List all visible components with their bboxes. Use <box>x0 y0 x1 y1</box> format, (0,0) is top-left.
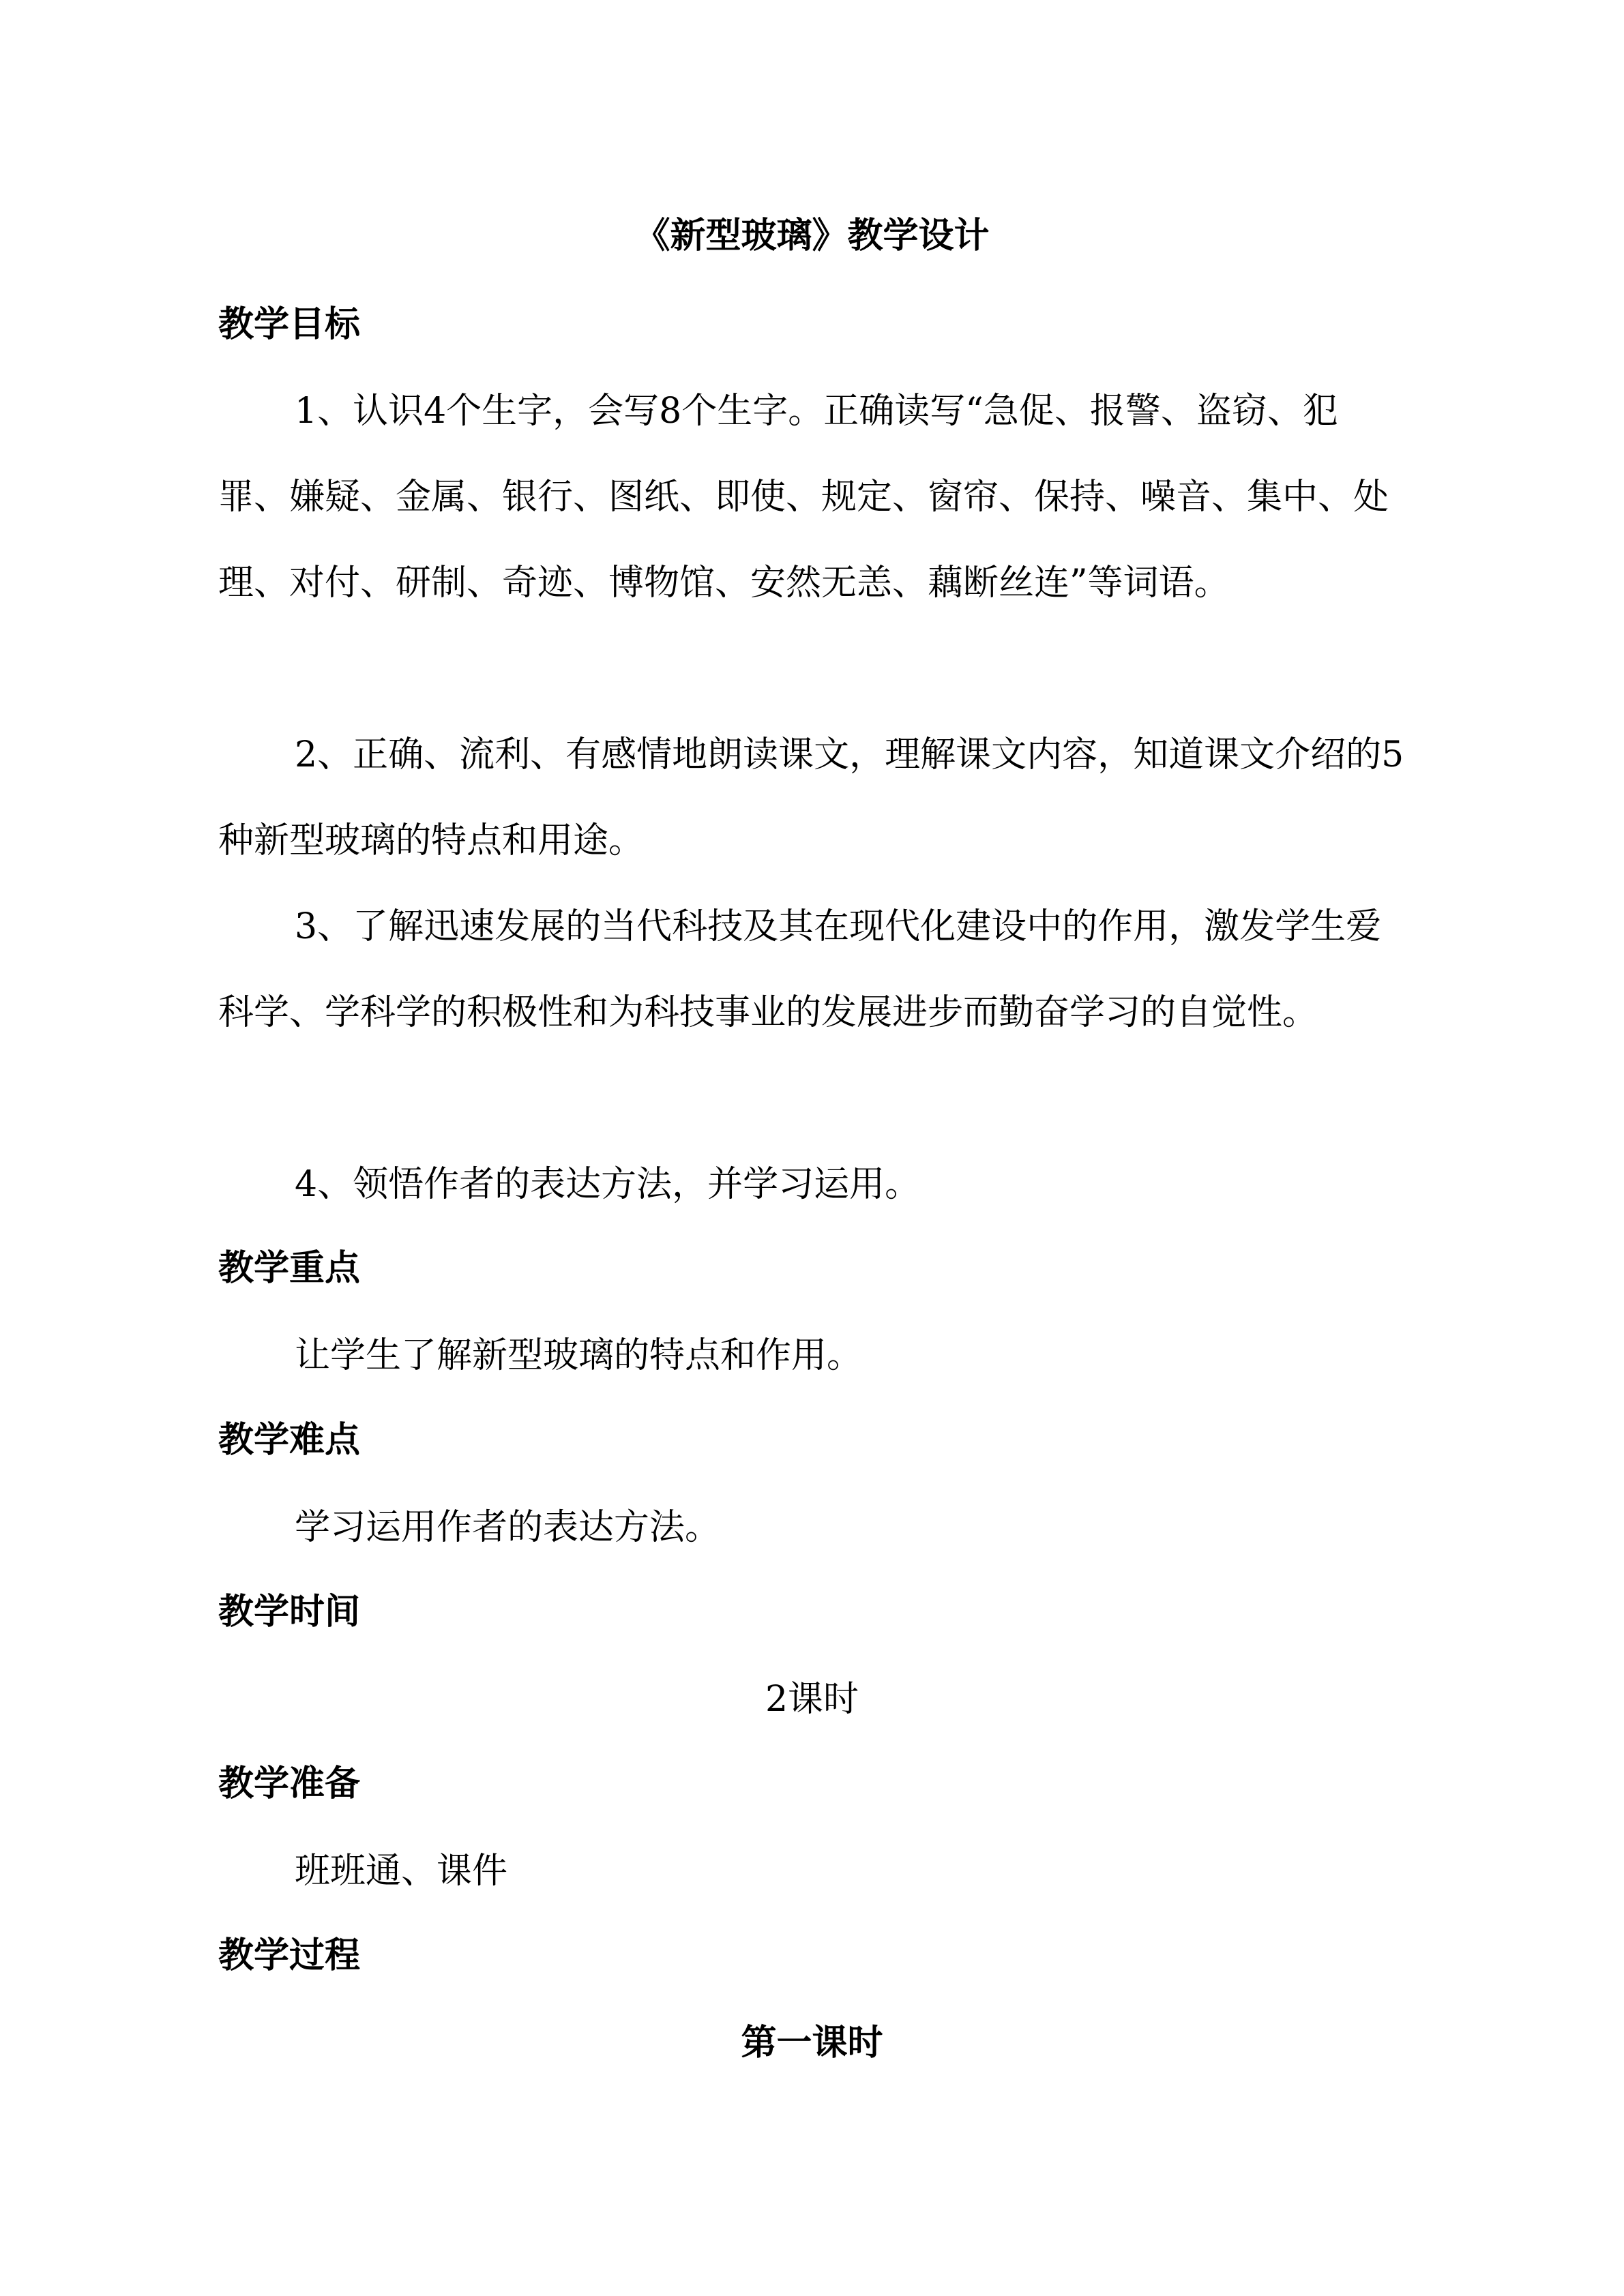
time-heading: 教学时间 <box>218 1591 361 1632</box>
key-points-text: 让学生了解新型玻璃的特点和作用。 <box>295 1335 863 1376</box>
first-lesson-heading: 第一课时 <box>741 2022 883 2063</box>
difficulties-heading: 教学难点 <box>218 1419 361 1461</box>
objective-3: 3、了解迅速发展的当代科技及其在现代化建设中的作用，激发学生爱科学、学科学的积极性和为科技事业的发展进步而勤奋学习的自觉性。 <box>218 906 1382 1033</box>
key-points-heading: 教学重点 <box>218 1247 361 1289</box>
difficulties-text: 学习运用作者的表达方法。 <box>295 1507 721 1548</box>
prep-heading: 教学准备 <box>218 1763 361 1804</box>
objective-4: 4、领悟作者的表达方法，并学习运用。 <box>295 1164 921 1205</box>
objectives-heading: 教学目标 <box>218 303 361 345</box>
prep-text: 班班通、课件 <box>295 1851 508 1892</box>
objective-1: 1、认识4个生字，会写8个生字。正确读写“急促、报警、盗窃、犯罪、嫌疑、金属、银行、图纸、即使、规定、窗帘、保持、噪音、集中、处理、对付、研制、奇迹、博物馆、安然无恙、藕断丝连”等词语。 <box>218 391 1389 603</box>
time-text: 2课时 <box>765 1679 859 1720</box>
process-heading: 教学过程 <box>218 1935 361 1976</box>
objective-2: 2、正确、流利、有感情地朗读课文，理解课文内容，知道课文介绍的5种新型玻璃的特点和用途。 <box>218 734 1404 861</box>
document-title: 《新型玻璃》教学设计 <box>634 215 990 256</box>
